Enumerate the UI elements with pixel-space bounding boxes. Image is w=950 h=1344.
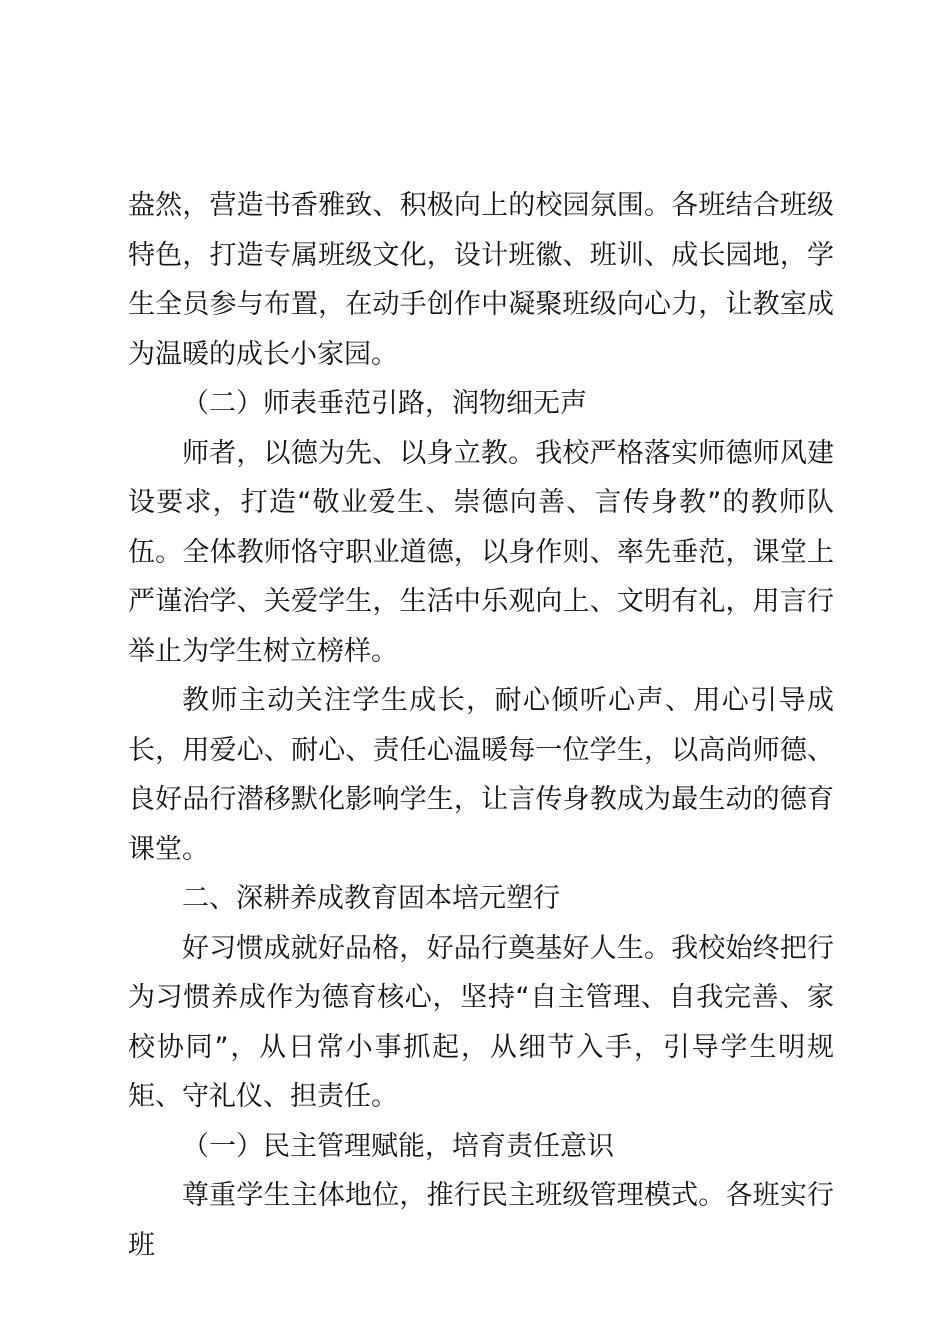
section-subheading: （一）民主管理赋能，培育责任意识 — [182, 1130, 614, 1162]
section-heading: 二、深耕养成教育固本培元塑行 — [182, 883, 560, 914]
paragraph-continuation: 盎然，营造书香雅致、积极向上的校园氛围。各班结合班级特色，打造专属班级文化，设计班徽、班训、成长园地，学生全员参与布置，在动手创作中凝聚班级向心力，让教室成为温暖的成长小家园。 — [128, 190, 834, 370]
paragraph: 好习惯成就好品格，好品行奠基好人生。我校始终把行为习惯养成作为德育核心，坚持“自主管理、自我完善、家校协同”，从日常小事抓起，从细节入手，引导学生明规矩、守礼仪、担责任。 — [128, 932, 834, 1112]
section-subheading: （二）师表垂范引路，润物细无声 — [182, 388, 587, 419]
document-body — [128, 181, 834, 1270]
paragraph: 尊重学生主体地位，推行民主班级管理模式。各班实行班 — [128, 1180, 834, 1261]
paragraph: 教师主动关注学生成长，耐心倾听心声、用心引导成长，用爱心、耐心、责任心温暖每一位学生，以高尚师德、良好品行潜移默化影响学生，让言传身教成为最生动的德育课堂。 — [128, 685, 834, 865]
paragraph: 师者，以德为先、以身立教。我校严格落实师德师风建设要求，打造“敬业爱生、崇德向善、言传身教”的教师队伍。全体教师恪守职业道德，以身作则、率先垂范，课堂上严谨治学、关爱学生，生活中乐观向上、文明有礼，用言行举止为学生树立榜样。 — [128, 437, 834, 667]
